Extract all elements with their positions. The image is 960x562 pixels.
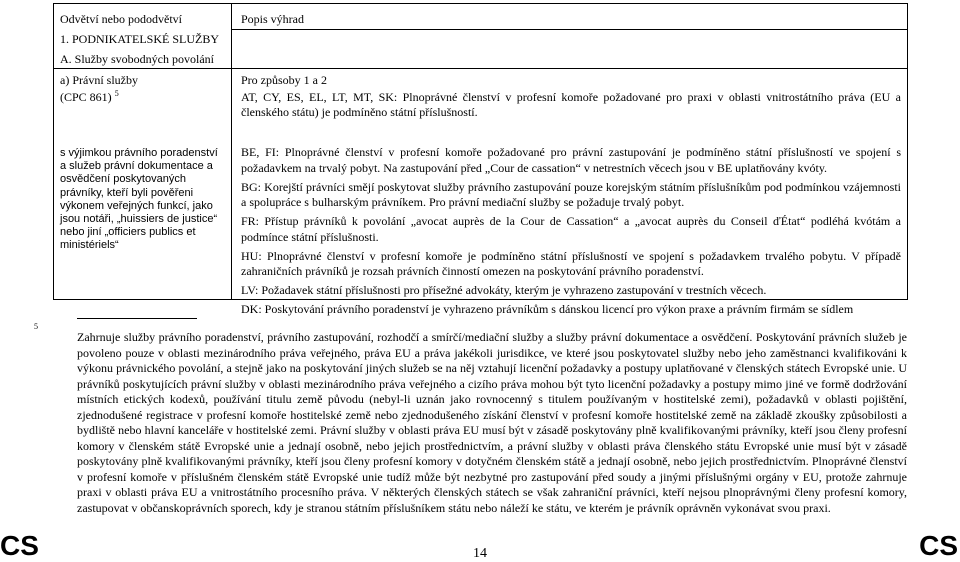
sector-label: Odvětví nebo pododvětví [60,12,182,26]
legal-services-exception: s výjimkou právního poradenství a služeb právní dokumentace a osvědčení poskytovaných právníky, kteří byli pověřeni výkonem veřejných funkcí, jako jsou notáři, „huissiers de justice“ nebo jiní „officiers publics et ministériels“ [60,147,218,252]
nationality-requirement-text: AT, CY, ES, EL, LT, MT, SK: Plnoprávné členství v profesní komoře požadované pro praxi v oblasti vnitrostátního práva (EU a členského státu) je podmíněno státní příslušností. [241,90,901,119]
footnote-separator [77,318,197,319]
footnote-text: Zahrnuje služby právního poradenství, právního zastupování, rozhodčí a smírčí/mediační služby a služby právní dokumentace a osvědčení. Poskytování právních služeb je povoleno pouze v oblasti mezinárodního práva veřejného, práva EU a práva jakékoli jurisdikce, ve které jsou poskytovatel služby nebo jeho zaměstnanci kvalifikováni k výkonu právnického povolání, a stejně jako na poskytování jiných služeb se na něj vztahují licenční požadavky a postupy uplatňované v členských státech Evropské unie. U právníků poskytujících právní služby v oblasti mezinárodního práva veřejného a cizího práva mohou být tyto licenční požadavky a postupy mimo jiné ve formě dodržování místních etických kodexů, používání titulu země původu (nebyl-li uznán jako rovnocenný s titulem používaným v hostitelské zemi), požadavků v oblasti pojištění, zjednodušené registrace v profesní komoře hostitelské země nebo zjednodušeného získání členství v profesní komoře hostitelské země na základě zkoušky způsobilosti a bydliště nebo hlavní kanceláře v hostitelské zemi. Právní služby v oblasti práva EU musí být v zásadě poskytovány plně kvalifikovanými právníky, kteří jsou členy profesní komory v členském státě Evropské unie a jednají osobně, nebo jejich prostřednictvím, a právní služby v oblasti práva členského státu Evropské unie musí být v zásadě poskytovány plně kvalifikovanými právníky, kteří jsou členy profesní komory v dotyčném členském státě a jednají osobně, nebo jejich prostřednictvím. Plnoprávné členství v profesní komoře v příslušném členském státě Evropské unie tudíž může být nezbytné pro zastupování před soudy a jinými příslušnými orgány v EU, protože zahrnuje praxi v oblasti práva EU a vnitrostátního procesního práva. V některých členských státech se však zahraniční právníci, kteří nejsou plnoprávnými členy profesní komory, zastupovat v občanskoprávních sporech, kdy je stranou státním příslušníkem státu nebo náleží ke státu, ve kterém je právník oprávněn vykonávat svou praxi. [77,330,907,515]
modes-1-2-reservation [241,73,901,120]
legal-services-label [60,73,228,107]
reservation-hu: HU: Plnoprávné členství v profesní komoře je podmíněno státní příslušností ve spojení s požadavkem trvalého pobytu. V případě zahraničních právníků je rozsah právních činností omezen na poskytování právního poradenství. [241,248,901,278]
reservation-bg: BG: Korejští právníci smějí poskytovat služby právního zastupování pouze korejským státním příslušníkům pod podmínkou vzájemnosti a spolupráce s bulharským právníkem. Pro právní mediační služby se požaduje trvalý pobyt. [241,179,901,209]
description-header: Popis výhrad [241,12,304,26]
sector-header [60,9,228,69]
footnote-ref[interactable]: 5 [114,89,119,98]
reservation-fr: FR: Přístup právníků k povolání „avocat auprès de la Cour de Cassation“ a „avocat auprès du Conseil ďÉtat“ podléhá kvótám a podmínce státní příslušnosti. [241,214,901,244]
sector-professional-services: A. Služby svobodných povolání [60,52,214,66]
language-mark-left: CS [0,530,39,561]
legal-services-cpc: (CPC 861) $^5$ [60,89,119,104]
column-divider [231,4,232,299]
footnote-number: 5 [34,322,38,331]
legal-services-title: a) Právní služby [60,73,138,87]
reservation-be-fi: BE, FI: Plnoprávné členství v profesní komoře požadované pro právní zastupování je podmíněno státní příslušností ve spojení s požadavkem na trvalý pobyt. Na zastupování před „Cour de cassation“ v netrestních věcech jsou v BE uplatňovány kvóty. [241,145,901,175]
modes-intro: Pro způsoby 1 a 2 [241,73,327,87]
reservations-table [53,3,908,316]
language-mark-right: CS [919,530,958,561]
header-divider [231,29,907,30]
reservation-dk: DK: Poskytování právního poradenství je vyhrazeno právníkům s dánskou licencí pro výkon praxe a právním firmám se sídlem [241,302,854,316]
country-reservations [241,145,901,321]
reservation-lv: LV: Požadavek státní příslušnosti pro přísežné advokáty, kterým je vyhrazeno zastupování v trestních věcech. [241,283,767,297]
sector-business-services: 1. PODNIKATELSKÉ SLUŽBY [60,32,219,46]
page-number: 14 [473,546,487,561]
